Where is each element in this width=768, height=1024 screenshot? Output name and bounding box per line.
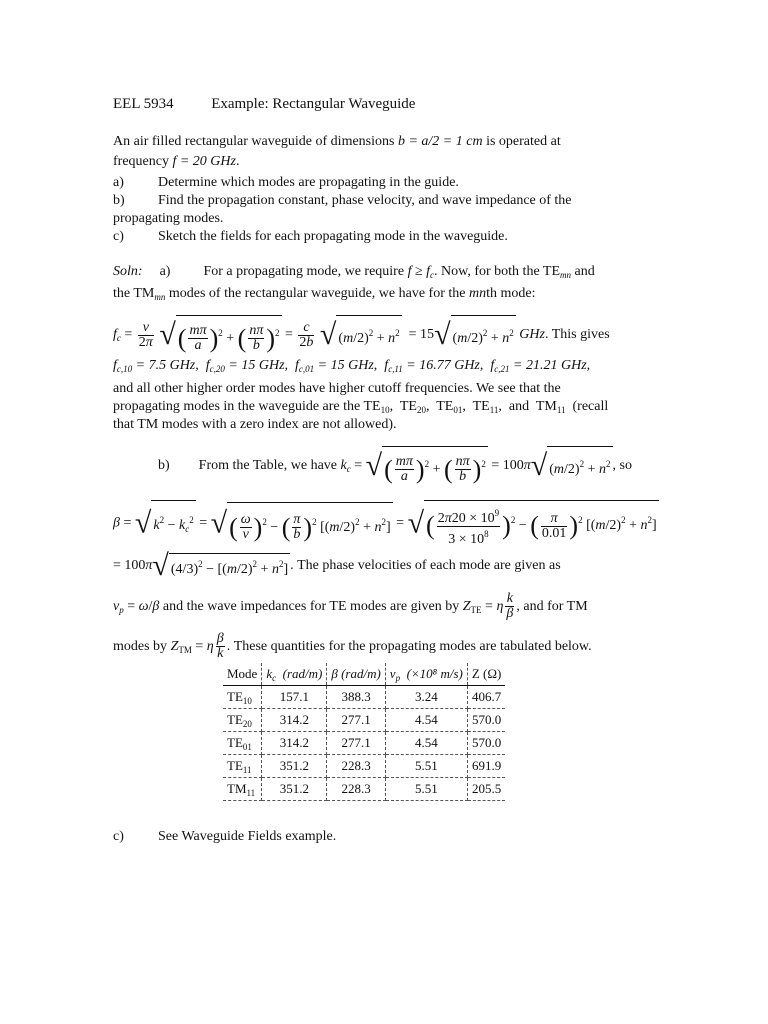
- part-a-question: a) Determine which modes are propagating in the guide.: [113, 175, 459, 190]
- kc-equation: b) From the Table, we have $k_c$ = √( $\frac{m\pi}{a}$ )$^2$ + ( $\frac{n\pi}{b}$ )$^2$ = 100π√ $(m/2)^2 + n^2$ , so: [113, 446, 632, 486]
- solution-line-2: the $TM_{mn}$ modes of the rectangular waveguide, we have for the mnth mode:: [113, 286, 536, 302]
- table-row: $TE_{10}$ 157.1 388.3 3.24 406.7: [223, 686, 505, 709]
- mode-results-table: [223, 663, 505, 801]
- impedance-te-line: $v_p = \omega/\beta$ and the wave impedances for TE modes are given by $Z_{TE} = \eta$ $\frac{k}{\beta}$ , and for TM: [113, 591, 588, 622]
- page-title: Example: Rectangular Waveguide: [211, 96, 416, 112]
- cutoff-frequency-equation: $f_c$ = $\frac{v}{2\pi}$ √( $\frac{m\pi}{a}$ )$^2$ + ( $\frac{n\pi}{b}$ )$^2$ = $\frac{c}{2b}$ √ $(m/2)^2 + n^2 = 15√$ $(m/2)^2 + n^2$ GHz. This gives: [113, 315, 610, 355]
- course-code: EEL 5934: [113, 96, 174, 112]
- solution-text-1: and all other higher order modes have higher cutoff frequencies. We see that the: [113, 381, 561, 396]
- phase-velocity-line: = 100π√ $(4/3)^2 - [(m/2)^2 + n^2]$ . The phase velocities of each mode are given as: [113, 549, 561, 582]
- problem-line-2: frequency f = 20 GHz.: [113, 154, 240, 169]
- part-c-answer: c) See Waveguide Fields example.: [113, 829, 337, 844]
- impedance-tm-line: modes by $Z_{TM} = \eta$ $\frac{\beta}{k}$ . These quantities for the propagating modes are tabulated below.: [113, 631, 592, 662]
- col-vp: $v_p$ (×10⁸ m/s): [385, 663, 467, 686]
- table-row: $TM_{11}$ 351.2 228.3 5.51 205.5: [223, 778, 505, 801]
- solution-text-3: that TM modes with a zero index are not allowed).: [113, 417, 397, 432]
- part-b-question-cont: propagating modes.: [113, 211, 224, 226]
- table-row: $TE_{01}$ 314.2 277.1 4.54 570.0: [223, 732, 505, 755]
- solution-text-2: propagating modes in the waveguide are the $TE_{10}$, $TE_{20}$, $TE_{01}$, $TE_{11}$, and $TM_{11}$ (recall: [113, 399, 609, 415]
- col-beta: β (rad/m): [327, 663, 385, 686]
- part-b-question: b) Find the propagation constant, phase velocity, and wave impedance of the: [113, 193, 572, 208]
- part-c-question: c) Sketch the fields for each propagating mode in the waveguide.: [113, 229, 508, 244]
- col-kc: $k_c$ (rad/m): [262, 663, 327, 686]
- cutoff-values: $f_{c,10} = 7.5$ GHz, $f_{c,20} = 15$ GHz, $f_{c,01} = 15$ GHz, $f_{c,11} = 16.77$ GHz, $f_{c,21} = 21.21$ GHz,: [113, 358, 591, 374]
- col-z: Z (Ω): [467, 663, 505, 686]
- table-header-row: [223, 663, 505, 686]
- table-row: $TE_{20}$ 314.2 277.1 4.54 570.0: [223, 709, 505, 732]
- solution-line-1: Soln: a) For a propagating mode, we require $f \ge f_c$. Now, for both the $TE_{mn}$ and: [113, 264, 595, 280]
- col-mode: Mode: [223, 663, 262, 686]
- table-row: $TE_{11}$ 351.2 228.3 5.51 691.9: [223, 755, 505, 778]
- problem-line-1: An air filled rectangular waveguide of dimensions b = a/2 = 1 cm is operated at: [113, 134, 561, 149]
- beta-equation: β = √ $k^2 - k_c^2$ = √( $\frac{\omega}{v}$ )$^2$ − ( $\frac{\pi}{b}$ )$^2$ $[(m/2)^2 + n^2]$ = √( $\frac{2\pi 20 \times 10^9}{3 \times 10^8}$ )$^2$ − ( $\frac{\pi}{0.01}$ )$^2$ $[(m/2)^2 + n^2]$: [113, 500, 659, 547]
- page-header: [113, 95, 415, 113]
